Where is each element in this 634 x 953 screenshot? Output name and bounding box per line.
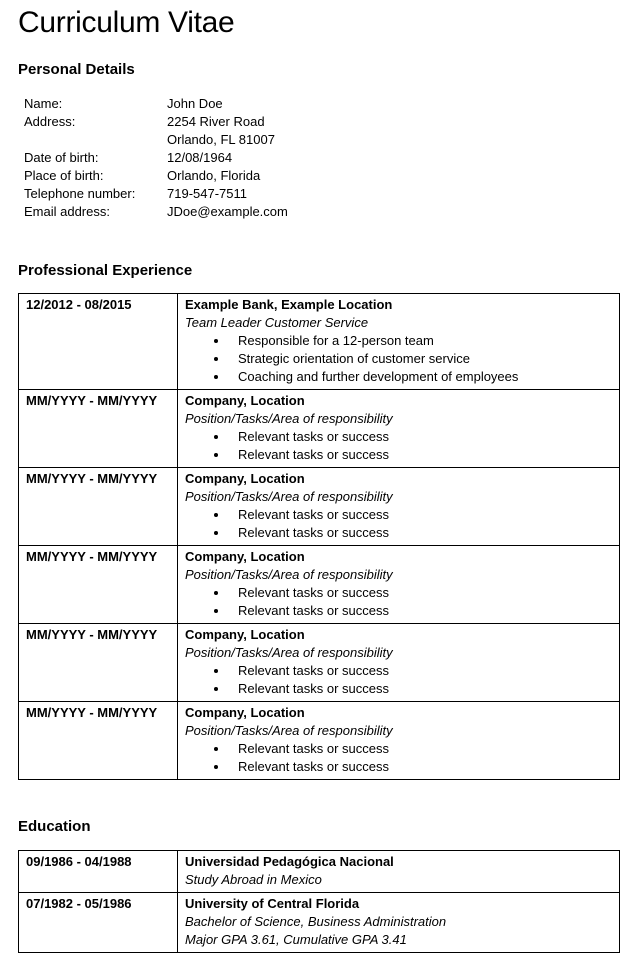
personal-detail-row <box>24 95 620 113</box>
experience-company: Company, Location <box>185 705 305 720</box>
professional-experience-heading: Professional Experience <box>18 262 193 279</box>
personal-detail-label <box>24 131 167 149</box>
personal-details-heading: Personal Details <box>18 61 135 78</box>
experience-bullet-list <box>185 332 612 386</box>
education-detail-line: Major GPA 3.61, Cumulative GPA 3.41 <box>185 932 407 947</box>
experience-bullet-item: • Strategic orientation of customer service <box>229 350 612 368</box>
education-detail-line: Bachelor of Science, Business Administration <box>185 914 447 929</box>
education-school: University of Central Florida <box>185 896 360 911</box>
education-dates: 07/1982 - 05/1986 <box>19 893 178 953</box>
experience-dates: MM/YYYY - MM/YYYY <box>19 702 178 780</box>
personal-detail-value: John Doe <box>167 96 223 111</box>
education-details-cell <box>178 893 620 953</box>
personal-detail-value: 2254 River Road <box>167 114 265 129</box>
experience-row <box>19 390 620 468</box>
experience-bullet-item: • Relevant tasks or success <box>229 428 612 446</box>
experience-bullet-item: • Relevant tasks or success <box>229 758 612 776</box>
experience-dates: MM/YYYY - MM/YYYY <box>19 390 178 468</box>
experience-details-cell <box>178 624 620 702</box>
personal-detail-value: Orlando, FL 81007 <box>167 132 275 147</box>
experience-details-cell <box>178 294 620 390</box>
experience-dates: 12/2012 - 08/2015 <box>19 294 178 390</box>
personal-detail-value: JDoe@example.com <box>167 204 288 219</box>
experience-row <box>19 624 620 702</box>
experience-company: Company, Location <box>185 549 305 564</box>
experience-bullet-list <box>185 662 612 698</box>
education-detail-line: Study Abroad in Mexico <box>185 872 322 887</box>
experience-bullet-item: • Relevant tasks or success <box>229 524 612 542</box>
experience-bullet-list <box>185 740 612 776</box>
experience-row <box>19 294 620 390</box>
personal-detail-value: 719-547-7511 <box>167 186 247 201</box>
personal-detail-label: Name: <box>24 96 63 111</box>
experience-position: Position/Tasks/Area of responsibility <box>185 411 393 426</box>
experience-row <box>19 468 620 546</box>
experience-company: Company, Location <box>185 471 305 486</box>
document-title: Curriculum Vitae <box>18 6 235 39</box>
experience-bullet-item: • Responsible for a 12-person team <box>229 332 612 350</box>
experience-bullet-item: • Relevant tasks or success <box>229 680 612 698</box>
personal-detail-value: Orlando, Florida <box>167 168 261 183</box>
experience-bullet-list <box>185 506 612 542</box>
education-table <box>18 850 620 953</box>
experience-details-cell <box>178 702 620 780</box>
education-dates: 09/1986 - 04/1988 <box>19 851 178 893</box>
experience-company: Company, Location <box>185 393 305 408</box>
experience-bullet-item: • Relevant tasks or success <box>229 662 612 680</box>
personal-detail-row <box>24 113 620 131</box>
education-school: Universidad Pedagógica Nacional <box>185 854 394 869</box>
experience-bullet-item: • Relevant tasks or success <box>229 446 612 464</box>
experience-bullet-list <box>185 428 612 464</box>
personal-detail-row <box>24 185 620 203</box>
experience-dates: MM/YYYY - MM/YYYY <box>19 468 178 546</box>
experience-dates: MM/YYYY - MM/YYYY <box>19 624 178 702</box>
experience-position: Position/Tasks/Area of responsibility <box>185 567 393 582</box>
personal-detail-label: Date of birth: <box>24 150 99 165</box>
experience-bullet-item: • Relevant tasks or success <box>229 506 612 524</box>
experience-bullet-list <box>185 584 612 620</box>
personal-detail-label: Place of birth: <box>24 168 104 183</box>
experience-details-cell <box>178 546 620 624</box>
experience-bullet-item: • Relevant tasks or success <box>229 584 612 602</box>
experience-company: Company, Location <box>185 627 305 642</box>
education-table-body <box>19 851 620 953</box>
experience-company: Example Bank, Example Location <box>185 297 393 312</box>
experience-row <box>19 702 620 780</box>
experience-bullet-item: • Relevant tasks or success <box>229 602 612 620</box>
experience-position: Position/Tasks/Area of responsibility <box>185 645 393 660</box>
experience-dates: MM/YYYY - MM/YYYY <box>19 546 178 624</box>
personal-detail-label: Telephone number: <box>24 186 136 201</box>
experience-position: Team Leader Customer Service <box>185 315 369 330</box>
personal-detail-label: Address: <box>24 114 76 129</box>
experience-row <box>19 546 620 624</box>
education-row <box>19 893 620 953</box>
experience-bullet-item: • Relevant tasks or success <box>229 740 612 758</box>
experience-bullet-item: • Coaching and further development of employees <box>229 368 612 386</box>
experience-position: Position/Tasks/Area of responsibility <box>185 723 393 738</box>
experience-details-cell <box>178 468 620 546</box>
education-details-cell <box>178 851 620 893</box>
personal-detail-row <box>24 203 620 221</box>
personal-detail-row <box>24 131 620 149</box>
experience-position: Position/Tasks/Area of responsibility <box>185 489 393 504</box>
education-row <box>19 851 620 893</box>
education-heading: Education <box>18 818 91 835</box>
personal-detail-row <box>24 167 620 185</box>
personal-details-list <box>24 95 620 221</box>
personal-detail-row <box>24 149 620 167</box>
personal-detail-label: Email address: <box>24 204 110 219</box>
personal-detail-value: 12/08/1964 <box>167 150 233 165</box>
experience-table <box>18 293 620 780</box>
experience-table-body <box>19 294 620 780</box>
experience-table-wrap <box>18 293 620 780</box>
experience-details-cell <box>178 390 620 468</box>
